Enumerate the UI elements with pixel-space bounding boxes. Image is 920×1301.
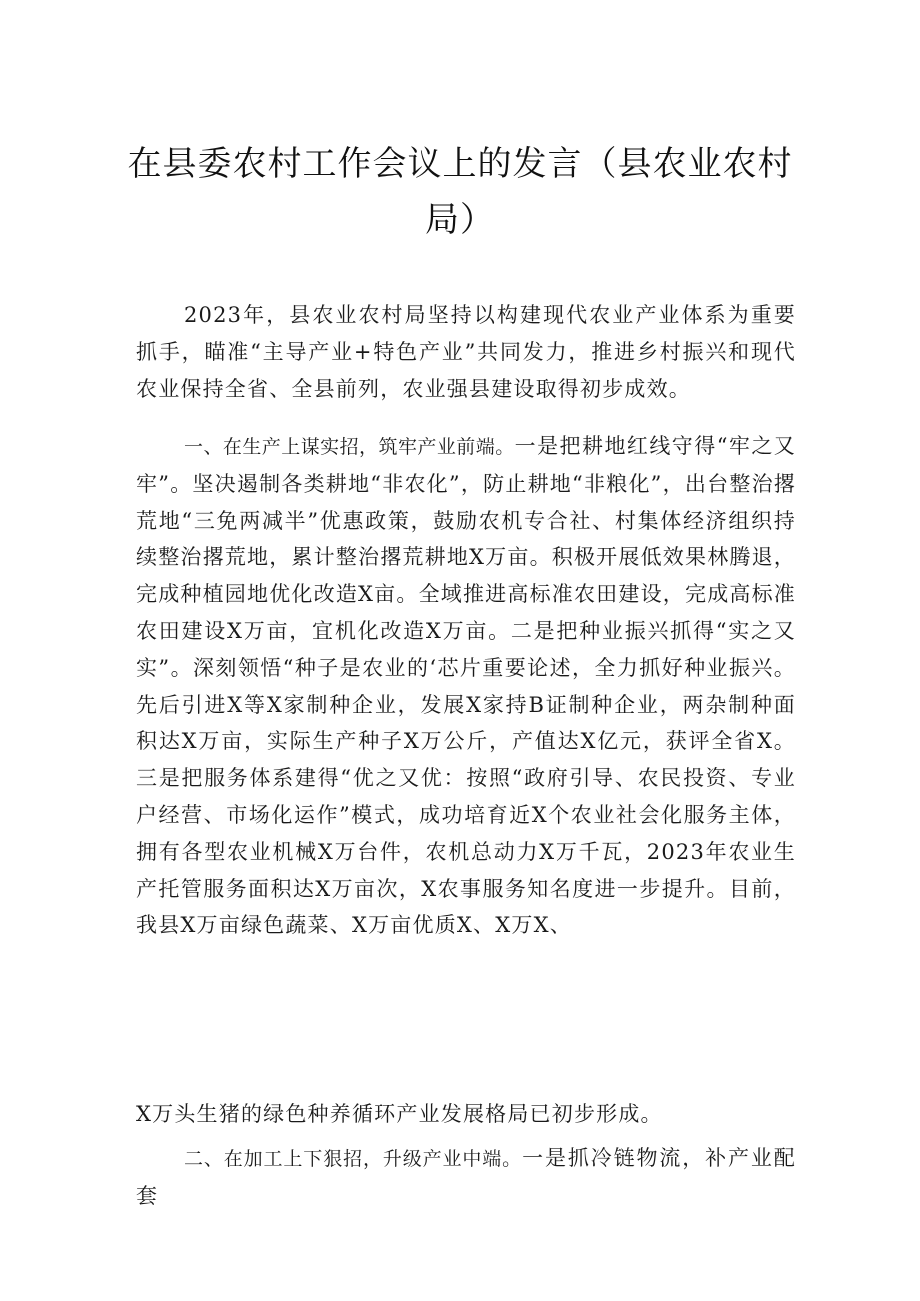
section-two-paragraph (136, 1140, 796, 1215)
paragraph-text: 一是抓冷链物流，补产业配套 (136, 1146, 796, 1208)
intro-paragraph (136, 297, 796, 407)
document-title: 在县委农村工作会议上的发言（县农业农村局） (127, 144, 793, 240)
section-heading: 二、在加工上下狠招，升级产业中端。 (184, 1148, 523, 1170)
paragraph-text: X万头生猪的绿色种养循环产业发展格局已初步形成。 (136, 1102, 663, 1126)
paragraph-text: 2023年，县农业农村局坚持以构建现代农业产业体系为重要抓手，瞄准“主导产业+特色产业”共同发力，推进乡村振兴和现代农业保持全省、全县前列，农业强县建设取得初步成效。 (136, 303, 796, 401)
continuation-paragraph (136, 1096, 796, 1133)
section-heading: 一、在生产上谋实招，筑牢产业前端。 (184, 436, 515, 458)
section-one-paragraph (136, 428, 796, 944)
paragraph-text: 一是把耕地红线守得“牢之又牢”。坚决遏制各类耕地“非农化”，防止耕地“非粮化”，出台整治撂荒地“三免两减半”优惠政策，鼓励农机专合社、村集体经济组织持续整治撂荒地，累计整治撂荒耕地X万亩。积极开展低效果林腾退，完成种植园地优化改造X亩。全域推进高标准农田建设，完成高标准农田建设X万亩，宜机化改造X万亩。二是把种业振兴抓得“实之又实”。深刻领悟“种子是农业的‘芯片重要论述，全力抓好种业振兴。先后引进X等X家制种企业，发展X家持B证制种企业，两杂制种面积达X万亩，实际生产种子X万公斤，产值达X亿元，获评全省X。三是把服务体系建得“优之又优：按照“政府引导、农民投资、专业户经营、市场化运作”模式，成功培育近X个农业社会化服务主体，拥有各型农业机械X万台件，农机总动力X万千瓦，2023年农业生产托管服务面积达X万亩次，X农事服务知名度进一步提升。目前，我县X万亩绿色蔬菜、X万亩优质X、X万X、 (136, 434, 796, 938)
